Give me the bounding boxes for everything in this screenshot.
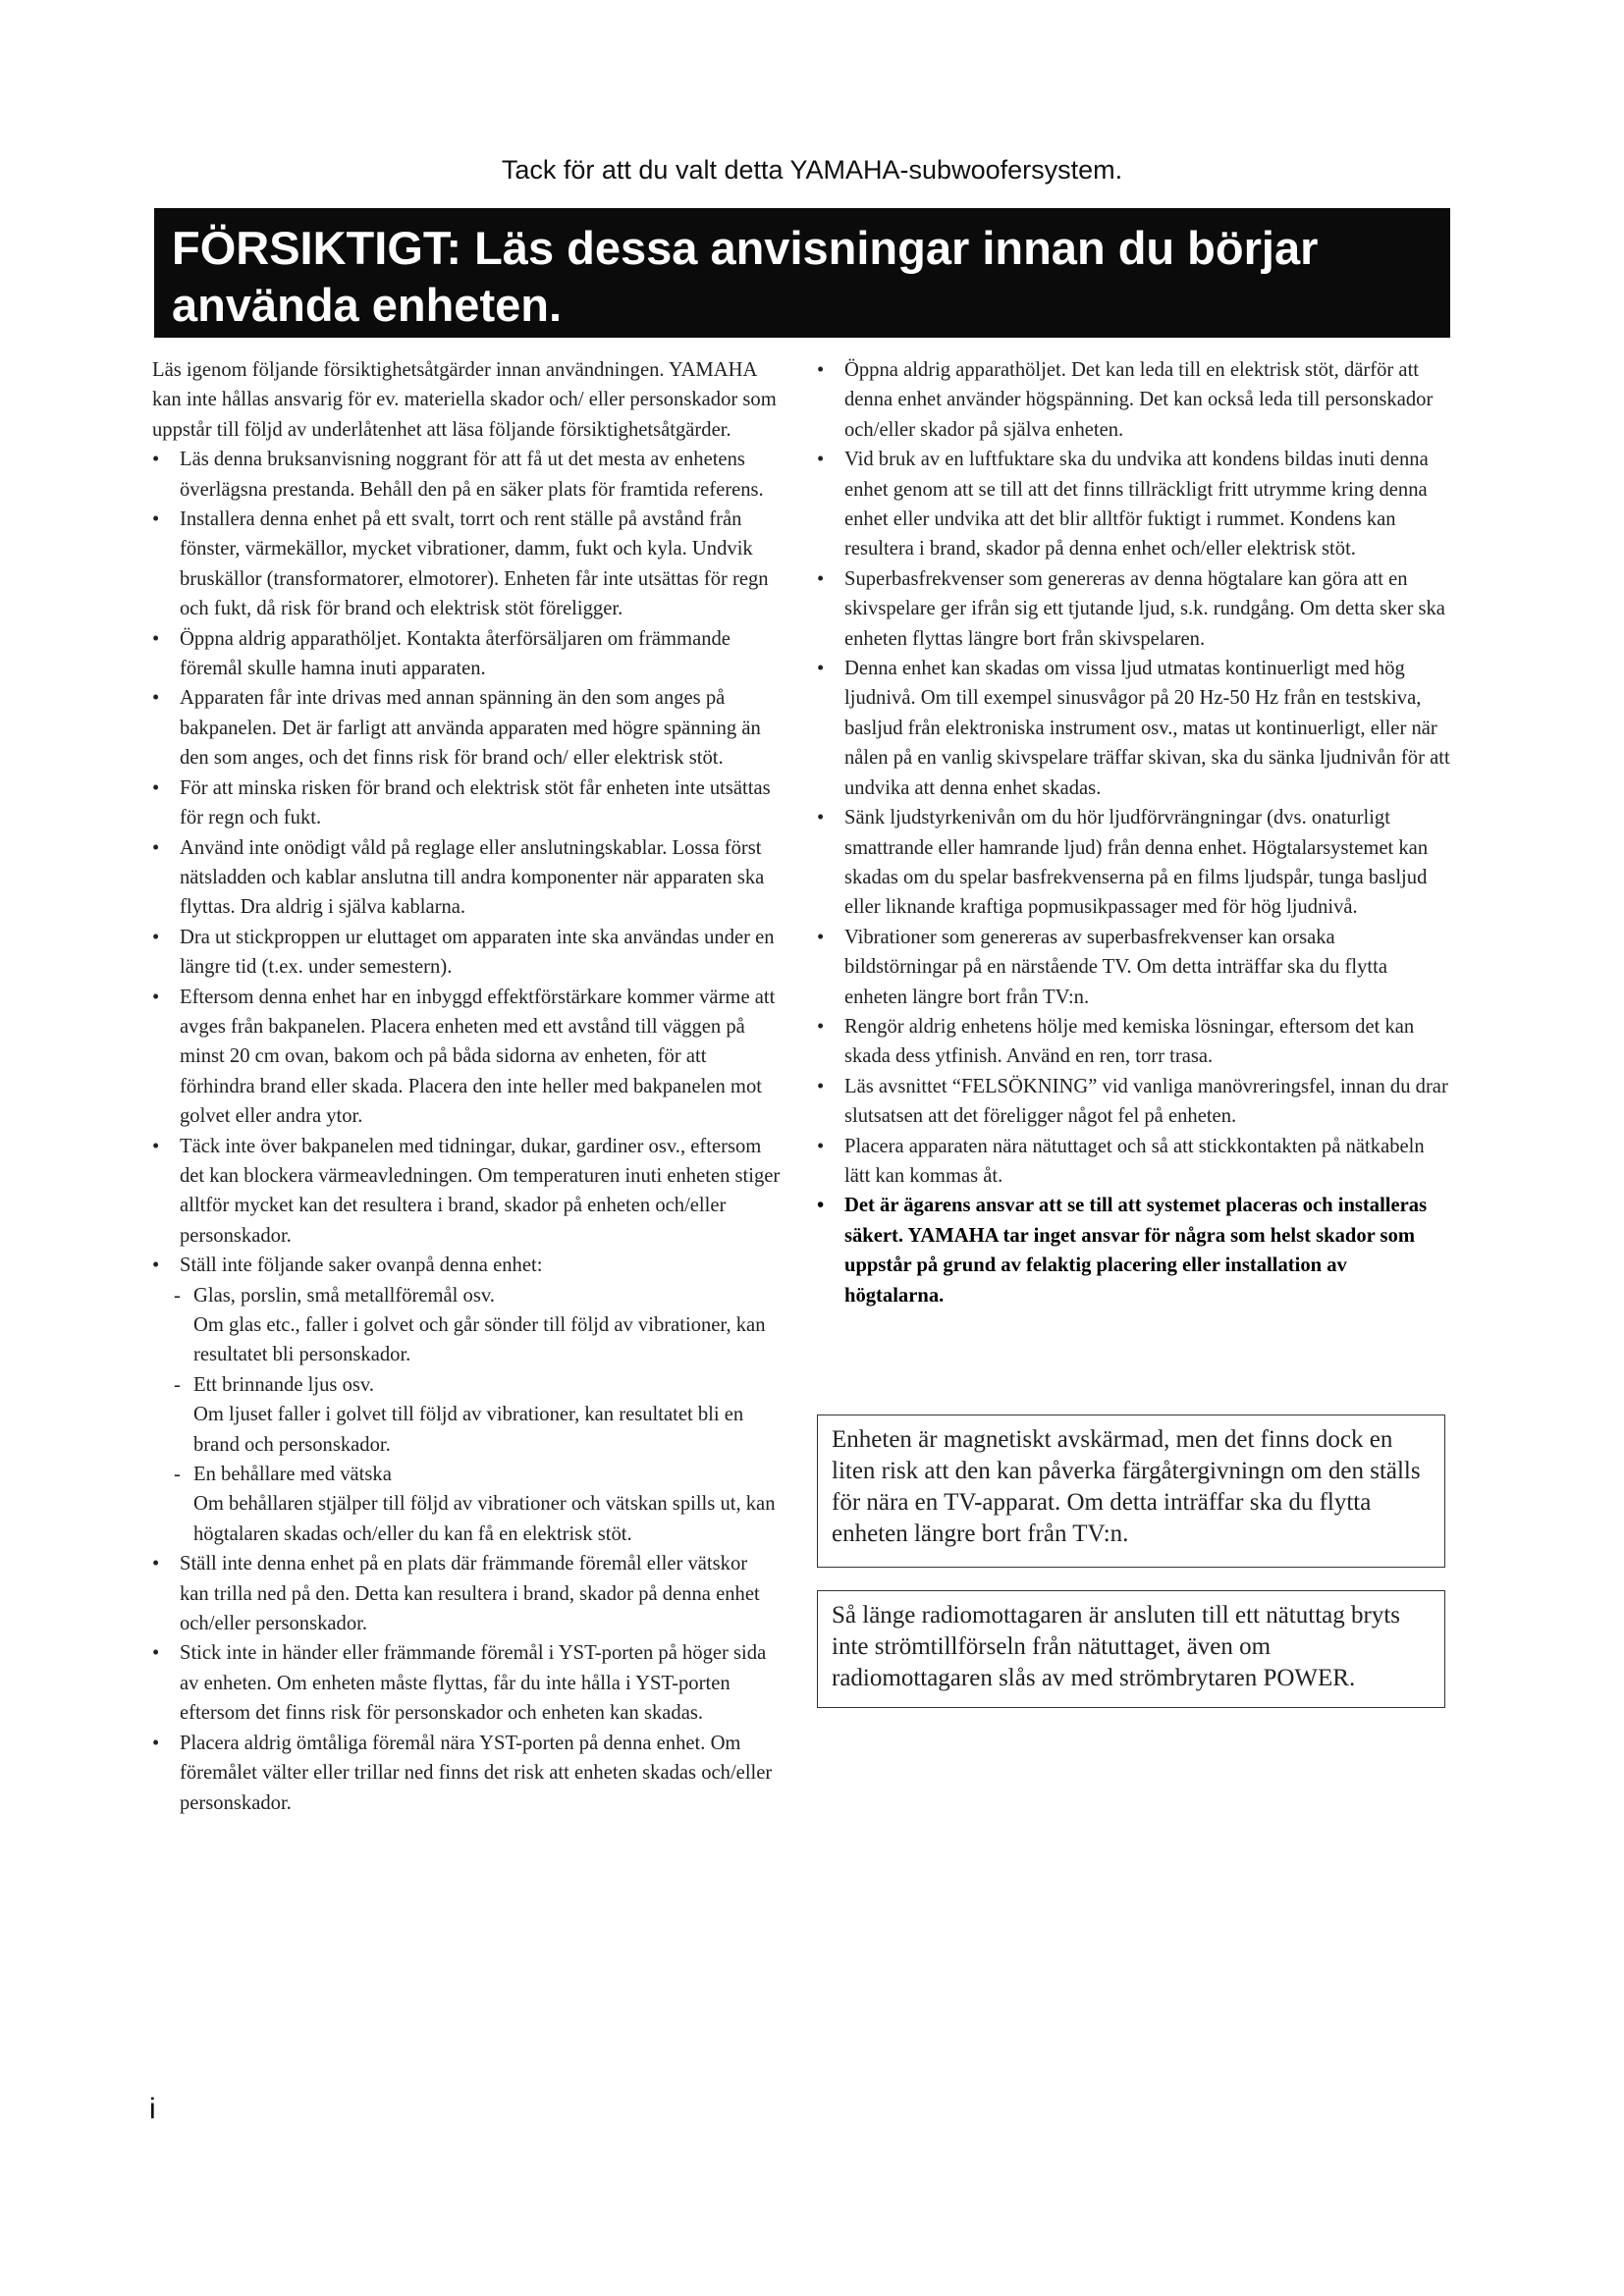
bullet-mark: • <box>152 1732 160 1754</box>
right-bullet-9-text: Placera apparaten nära nätuttaget och så att stickkontakten på nätkabeln lätt kan kommas åt. <box>844 1135 1425 1187</box>
right-bullet-5-text: Sänk ljudstyrkenivån om du hör ljudförvrängningar (dvs. onaturligt smattrande eller hamrande ljud) från denna enhet. Högtalarsystemet kan skadas om du spelar basfrekvenserna på en films ljudspår, tunga basljud eller liknande kraftiga popmusikpassager med för hög ljudnivå. <box>844 807 1429 919</box>
banner-title-line-1: FÖRSIKTIGT: Läs dessa anvisningar innan du börjar <box>172 222 1319 274</box>
right-bullet-8 <box>817 1072 1450 1132</box>
left-bullet-5-text: För att minska risken för brand och elektrisk stöt får enheten inte utsättas för regn och fukt. <box>180 776 771 829</box>
left-column <box>152 355 781 1818</box>
right-bullet-6 <box>817 923 1450 1012</box>
dash-mark: - <box>174 1373 181 1396</box>
right-bullet-3-text: Superbasfrekvenser som genereras av denna högtalare kan göra att en skivspelare ger ifrån sig ett tjutande ljud, s.k. rundgång. Om detta sker ska enheten flyttas längre bort från skivspelaren. <box>844 567 1445 650</box>
bullet-mark: • <box>817 807 825 829</box>
left-bullet-7-text: Dra ut stickproppen ur eluttaget om apparaten inte ska användas under en längre tid (t.ex. under semestern). <box>180 926 775 979</box>
left-bullet-6-text: Använd inte onödigt våld på reglage eller anslutningskablar. Lossa först nätsladden och kablar anslutna till andra komponenter när apparaten ska flyttas. Dra aldrig i själva kablarna. <box>180 836 765 919</box>
bullet-mark: • <box>152 836 160 859</box>
page-number: i <box>149 2093 156 2125</box>
right-bullet-9 <box>817 1132 1450 1192</box>
left-bullet-5 <box>152 774 781 833</box>
left-bullet-13 <box>152 1729 781 1818</box>
bullet-mark: • <box>152 986 160 1008</box>
bullet-mark: • <box>152 1642 160 1665</box>
sub-item-3-heading-text: En behållare med vätska <box>193 1464 392 1486</box>
left-bullet-4 <box>152 683 781 773</box>
bullet-mark: • <box>152 926 160 948</box>
bullet-mark: • <box>817 658 825 680</box>
power-supply-notice <box>817 1590 1445 1708</box>
left-bullet-3 <box>152 624 781 684</box>
bullet-mark: • <box>817 1015 825 1038</box>
bullet-mark: • <box>817 567 825 590</box>
right-bullet-2-text: Vid bruk av en luftfuktare ska du undvika att kondens bildas inuti denna enhet genom att se till att det finns tillräckligt fritt utrymme kring denna enhet eller undvika att det blir alltför fuktigt i rummet. Kondens kan resultera i brand, skador på denna enhet och/eller elektrisk stöt. <box>844 449 1429 561</box>
sub-item-1-heading-text: Glas, porslin, små metallföremål osv. <box>193 1284 495 1307</box>
bullet-mark: • <box>817 359 825 381</box>
sub-item-3-heading <box>174 1460 781 1489</box>
bullet-mark: • <box>817 926 825 948</box>
right-bullet-1 <box>817 355 1450 445</box>
right-bullet-7-text: Rengör aldrig enhetens hölje med kemiska lösningar, eftersom det kan skada dess ytfinish. Använd en ren, torr trasa. <box>844 1015 1415 1068</box>
bullet-mark: • <box>152 1255 160 1277</box>
right-bullet-4-text: Denna enhet kan skadas om vissa ljud utmatas kontinuerligt med hög ljudnivå. Om till exempel sinusvågor på 20 Hz-50 Hz från en testskiva, basljud från elektroniska instrument osv., matas ut kontinuerligt, eller när nålen på en vanlig skivspelare träffar skivan, ska du sänka ljudnivån för att undvika att denna enhet skadas. <box>844 658 1450 799</box>
right-bullet-1-text: Öppna aldrig apparathöljet. Det kan leda till en elektrisk stöt, därför att denna enhet använder högspänning. Det kan också leda till personskador och/eller skador på själva enheten. <box>844 359 1434 441</box>
right-bullet-10-text: Det är ägarens ansvar att se till att systemet placeras och installeras säkert. YAMAHA tar inget ansvar för några som helst skador som uppstår på grund av felaktig placering eller installation av högtalarna. <box>844 1195 1428 1307</box>
left-bullet-10-text: Ställ inte följande saker ovanpå denna enhet: <box>180 1255 543 1277</box>
left-bullet-9-text: Täck inte över bakpanelen med tidningar, dukar, gardiner osv., eftersom det kan blockera värmeavledningen. Om temperaturen inuti enheten stiger alltför mycket kan det resultera i brand, skador på enheten och/eller personskador. <box>180 1135 781 1247</box>
left-bullet-2 <box>152 505 781 624</box>
sub-item-1-heading <box>174 1281 781 1310</box>
magnetic-shielding-notice <box>817 1415 1445 1568</box>
bullet-mark: • <box>152 1135 160 1157</box>
left-bullet-2-text: Installera denna enhet på ett svalt, torrt och rent ställe på avstånd från fönster, värmekällor, mycket vibrationer, damm, fukt och kyla. Undvik bruskällor (transformatorer, elmotorer). Enheten får inte utsättas för regn och fukt, då risk för brand och elektrisk stöt föreligger. <box>180 508 769 620</box>
bullet-mark: • <box>152 508 160 531</box>
caution-banner <box>154 208 1450 338</box>
bullet-mark: • <box>152 776 160 799</box>
sub-item-2-heading <box>174 1370 781 1400</box>
left-bullet-12 <box>152 1638 781 1728</box>
left-bullet-1 <box>152 445 781 505</box>
bullet-mark: • <box>817 1195 825 1217</box>
left-bullet-8-text: Eftersom denna enhet har en inbyggd effektförstärkare kommer värme att avges från bakpanelen. Placera enheten med ett avstånd till väggen på minst 20 cm ovan, bakom och på båda sidorna av enheten, för att förhindra brand eller skada. Placera den inte heller med bakpanelen mot golvet eller andra ytor. <box>180 986 776 1128</box>
right-bullet-5 <box>817 803 1450 923</box>
bullet-mark: • <box>152 627 160 650</box>
left-bullet-11-text: Ställ inte denna enhet på en plats där främmande föremål eller vätskor kan trilla ned på den. Detta kan resultera i brand, skador på denna enhet och/eller personskador. <box>180 1553 760 1635</box>
bullet-mark: • <box>817 1075 825 1097</box>
tagline: Tack för att du valt detta YAMAHA-subwoofersystem. <box>501 155 1123 185</box>
bullet-mark: • <box>152 449 160 471</box>
right-bullet-8-text: Läs avsnittet “FELSÖKNING” vid vanliga manövreringsfel, innan du drar slutsatsen att det föreligger något fel på enheten. <box>844 1075 1448 1128</box>
bullet-mark: • <box>152 687 160 710</box>
left-bullet-1-text: Läs denna bruksanvisning noggrant för att få ut det mesta av enhetens överlägsna prestanda. Behåll den på en säker plats för framtida referens. <box>180 449 764 501</box>
magnetic-shielding-notice-text: Enheten är magnetiskt avskärmad, men det finns dock en liten risk att den kan påverka färgåtergivningn om den ställs för nära en TV-apparat. Om detta inträffar ska du flytta enheten längre bort från TV:n. <box>832 1426 1421 1547</box>
banner-title-line-2: använda enheten. <box>172 279 562 331</box>
right-column <box>817 355 1450 1310</box>
left-bullet-4-text: Apparaten får inte drivas med annan spänning än den som anges på bakpanelen. Det är farligt att använda apparaten med högre spänning än den som anges, och det finns risk för brand och/ eller elektrisk stöt. <box>180 687 761 770</box>
dash-mark: - <box>174 1284 181 1307</box>
power-supply-notice-text: Så länge radiomottagaren är ansluten till ett nätuttag bryts inte strömtillförseln från nätuttaget, även om radiomottagaren slås av med strömbrytaren POWER. <box>832 1602 1400 1691</box>
right-bullet-10 <box>817 1191 1450 1310</box>
sub-item-list <box>174 1281 781 1550</box>
sub-item-3-text: Om behållaren stjälper till följd av vibrationer och vätskan spills ut, kan högtalaren skadas och/eller du kan få en elektrisk stöt. <box>193 1493 776 1545</box>
sub-item-1-text: Om glas etc., faller i golvet och går sönder till följd av vibrationer, kan resultatet bli personskador. <box>193 1314 766 1366</box>
sub-item-2-heading-text: Ett brinnande ljus osv. <box>193 1373 374 1396</box>
left-bullet-10 <box>152 1251 781 1280</box>
dash-mark: - <box>174 1464 181 1486</box>
right-bullet-6-text: Vibrationer som genereras av superbasfrekvenser kan orsaka bildstörningar på en närstående TV. Om detta inträffar ska du flytta enheten längre bort från TV:n. <box>844 926 1388 1008</box>
bullet-mark: • <box>817 1135 825 1157</box>
left-bullet-7 <box>152 923 781 983</box>
right-bullet-4 <box>817 654 1450 803</box>
left-bullet-9 <box>152 1132 781 1252</box>
left-bullet-12-text: Stick inte in händer eller främmande föremål i YST-porten på höger sida av enheten. Om enheten måste flyttas, får du inte hålla i YST-porten eftersom det finns risk för personskador och enheten kan skadas. <box>180 1642 767 1725</box>
left-bullet-11 <box>152 1549 781 1638</box>
left-bullet-3-text: Öppna aldrig apparathöljet. Kontakta återförsäljaren om främmande föremål skulle hamna inuti apparaten. <box>180 627 731 680</box>
left-bullet-8 <box>152 983 781 1132</box>
right-bullet-7 <box>817 1012 1450 1072</box>
bullet-mark: • <box>817 449 825 471</box>
left-bullet-13-text: Placera aldrig ömtåliga föremål nära YST-porten på denna enhet. Om föremålet välter eller trillar ned finns det risk att enheten skadas och/eller personskador. <box>180 1732 773 1814</box>
sub-item-2-text: Om ljuset faller i golvet till följd av vibrationer, kan resultatet bli en brand och personskador. <box>193 1404 744 1456</box>
bullet-mark: • <box>152 1553 160 1575</box>
left-bullet-6 <box>152 833 781 923</box>
right-bullet-2 <box>817 445 1450 564</box>
right-bullet-3 <box>817 564 1450 654</box>
intro-paragraph: Läs igenom följande försiktighetsåtgärder innan användningen. YAMAHA kan inte hållas ansvarig för ev. materiella skador och/ eller personskador som uppstår till följd av underlåtenhet att läsa följande försiktighetsåtgärder. <box>152 359 777 441</box>
